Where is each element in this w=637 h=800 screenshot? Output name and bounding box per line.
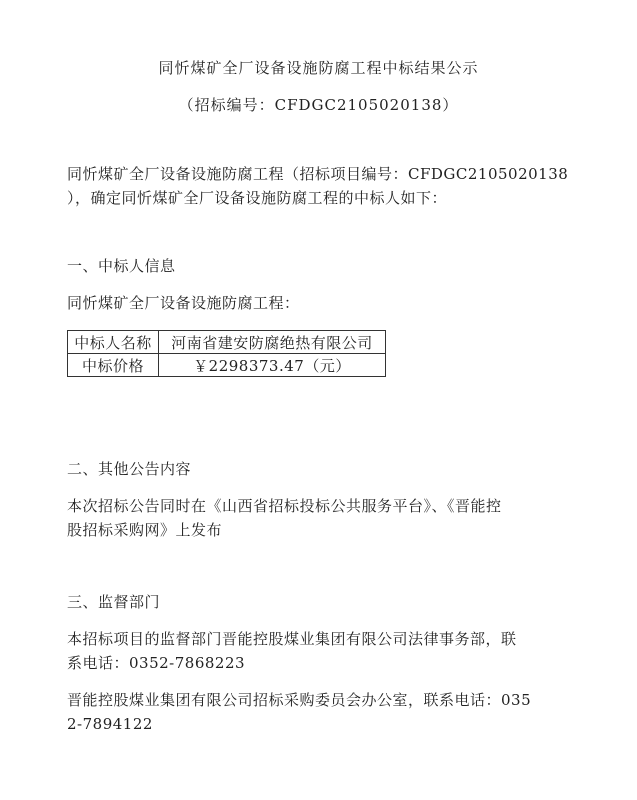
supervision-paragraph-2 — [67, 688, 587, 736]
other-line-1: 本次招标公告同时在《山西省招标投标公共服务平台》、《晋能控 — [67, 497, 502, 515]
bid-number: （招标编号：CFDGC2105020138） — [178, 96, 459, 114]
supervision-2-line-2: 2-7894122 — [67, 715, 153, 733]
other-content-paragraph — [67, 494, 587, 542]
section-heading-supervision: 三、监督部门 — [67, 593, 161, 611]
other-line-2: 股招标采购网》上发布 — [67, 521, 223, 539]
supervision-1-line-1: 本招标项目的监督部门晋能控股煤业集团有限公司法律事务部，联 — [67, 630, 517, 648]
supervision-2-line-1: 晋能控股煤业集团有限公司招标采购委员会办公室，联系电话：035 — [67, 691, 532, 709]
intro-line-1: 同忻煤矿全厂设备设施防腐工程（招标项目编号：CFDGC2105020138 — [67, 165, 569, 183]
winner-name-value: 河南省建安防腐绝热有限公司 — [159, 331, 386, 354]
project-name-line: 同忻煤矿全厂设备设施防腐工程： — [67, 294, 300, 312]
section-heading-other: 二、其他公告内容 — [67, 460, 192, 478]
document-title: 同忻煤矿全厂设备设施防腐工程中标结果公示 — [158, 59, 479, 77]
intro-line-2: ），确定同忻煤矿全厂设备设施防腐工程的中标人如下： — [67, 189, 448, 207]
supervision-paragraph-1 — [67, 627, 587, 675]
section-heading-winner: 一、中标人信息 — [67, 257, 176, 275]
winning-price-label: 中标价格 — [68, 354, 159, 377]
winner-name-label: 中标人名称 — [68, 331, 159, 354]
winner-table — [67, 330, 386, 377]
winning-price-value: ￥2298373.47（元） — [159, 354, 386, 377]
intro-paragraph — [67, 162, 587, 210]
table-row — [68, 354, 386, 377]
table-row — [68, 331, 386, 354]
supervision-1-line-2: 系电话：0352-7868223 — [67, 654, 246, 672]
